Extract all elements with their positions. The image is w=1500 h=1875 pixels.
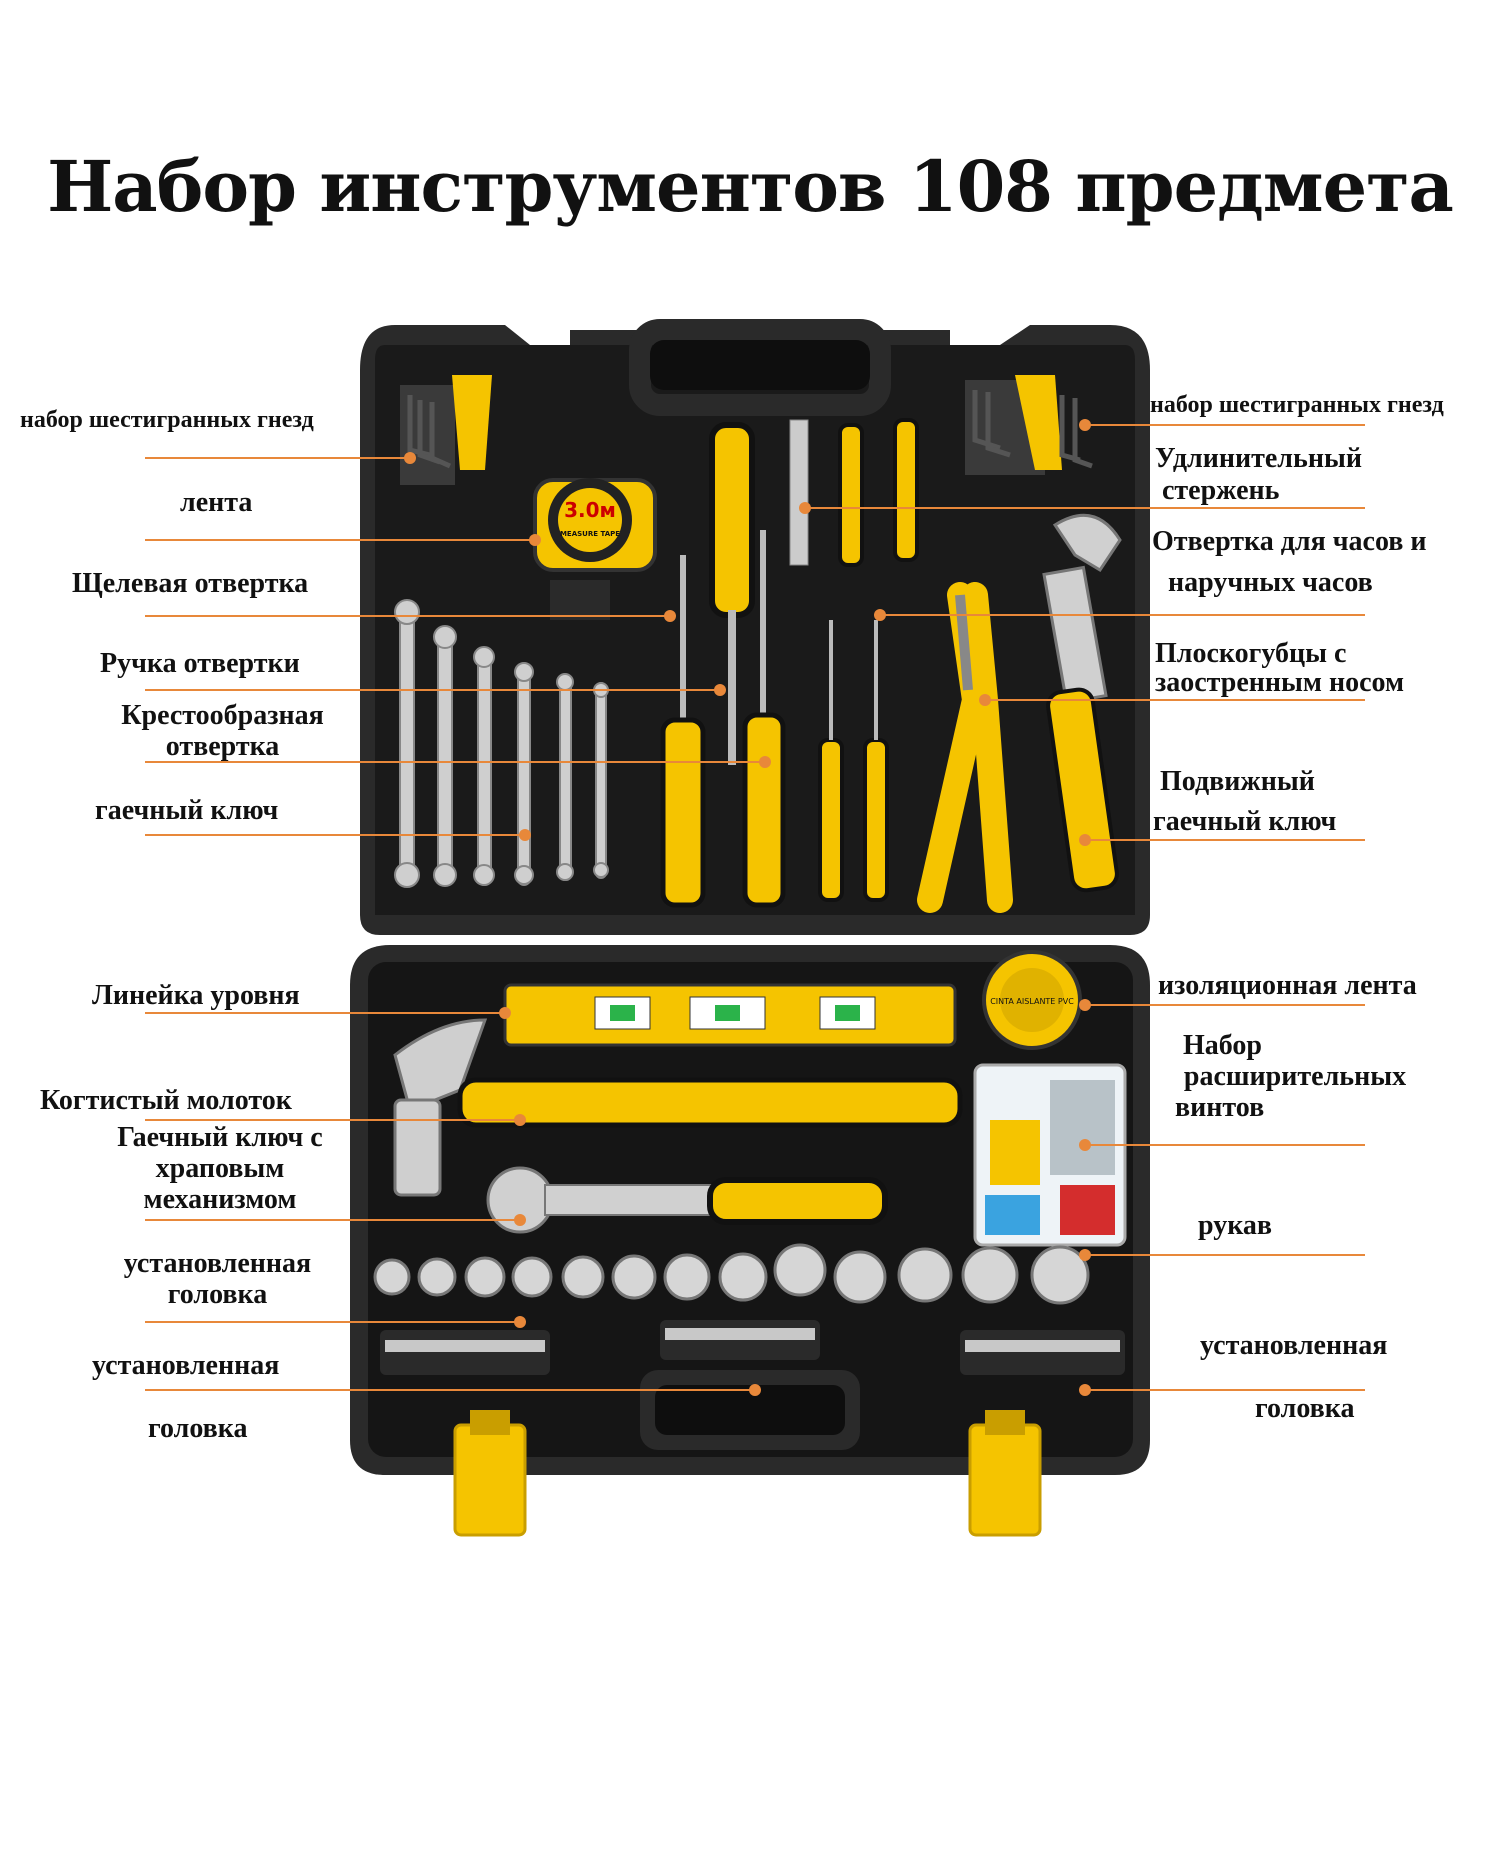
label-tape: лента <box>180 487 253 518</box>
label-anchors <box>1145 1030 1445 1123</box>
label-adjustable-line2: гаечный ключ <box>1153 806 1337 837</box>
label-watch-line1: Отвертка для часов и <box>1152 526 1427 557</box>
label-bit-left-line2: головка <box>148 1413 248 1444</box>
hex-key-set-left <box>400 375 492 485</box>
label-pliers-line2: заостренным носом <box>1155 667 1405 698</box>
label-ratchet-line1: Гаечный ключ с <box>117 1122 323 1153</box>
tape-sub-text: MEASURE TAPE <box>559 530 621 538</box>
label-ratchet-line3: механизмом <box>143 1184 297 1215</box>
label-level: Линейка уровня <box>92 980 300 1011</box>
label-bit-right-line2: головка <box>1255 1393 1355 1424</box>
label-socket-line1: установленная <box>123 1248 312 1279</box>
label-socket <box>95 1248 340 1310</box>
label-phillips-line2: отвертка <box>165 731 280 762</box>
label-slotted-screwdriver: Щелевая отвертка <box>72 568 309 599</box>
label-watch-line2: наручных часов <box>1168 567 1373 598</box>
label-anchors-line1: Набор <box>1183 1030 1262 1061</box>
label-sleeve: рукав <box>1198 1210 1273 1241</box>
label-pliers-line1: Плоскогубцы с <box>1155 638 1347 669</box>
label-extension-line1: Удлинительный <box>1155 443 1362 474</box>
label-hex-set-left: набор шестигранных гнезд <box>20 407 314 433</box>
label-phillips <box>100 700 345 762</box>
label-adjustable-line1: Подвижный <box>1160 766 1315 797</box>
label-hex-set-right: набор шестигранных гнезд <box>1150 392 1444 418</box>
label-socket-line2: головка <box>167 1279 268 1310</box>
label-anchors-line3: винтов <box>1175 1092 1265 1123</box>
label-ratchet <box>90 1122 350 1215</box>
insulating-tape-roll <box>984 952 1080 1048</box>
label-extension-line2: стержень <box>1162 475 1280 506</box>
label-insulating: изоляционная лента <box>1158 970 1417 1001</box>
page-title: Набор инструментов 108 предмета <box>47 145 1453 228</box>
label-hammer: Когтистый молоток <box>40 1085 292 1116</box>
label-wrench: гаечный ключ <box>95 795 279 826</box>
tape-size-text: 3.0м <box>564 498 616 522</box>
anchor-screw-box <box>975 1065 1125 1245</box>
label-bit-right-line1: установленная <box>1200 1330 1388 1361</box>
insulating-tape-text: CINTA AISLANTE PVC <box>990 997 1074 1006</box>
label-anchors-line2: расширительных <box>1183 1061 1407 1092</box>
label-ratchet-line2: храповым <box>155 1153 285 1184</box>
label-screwdriver-handle: Ручка отвертки <box>100 648 300 679</box>
spirit-level <box>505 985 955 1045</box>
label-bit-left-line1: установленная <box>92 1350 280 1381</box>
label-phillips-line1: Крестообразная <box>121 700 324 731</box>
